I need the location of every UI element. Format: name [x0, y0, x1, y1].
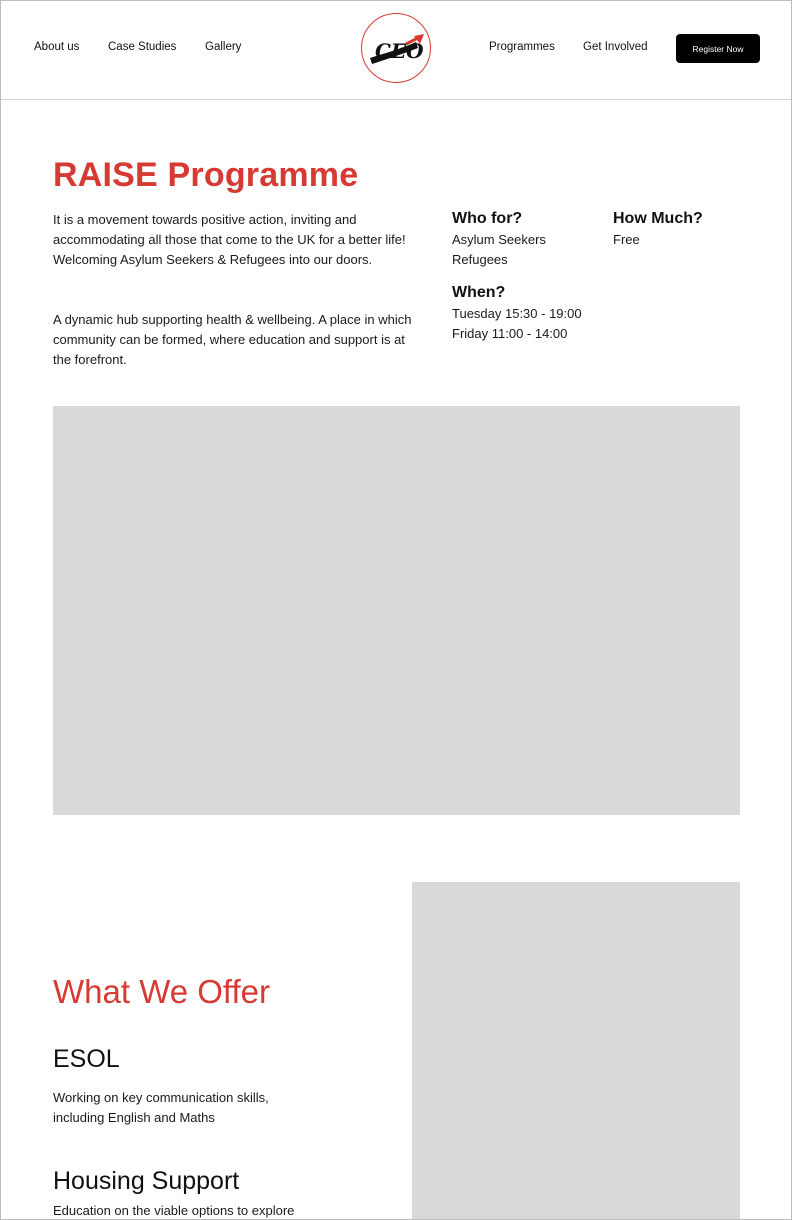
when-heading: When?: [452, 284, 506, 301]
nav-link-about-us[interactable]: About us: [34, 41, 80, 53]
nav-link-case-studies[interactable]: Case Studies: [108, 41, 177, 53]
register-now-button[interactable]: Register Now: [676, 34, 760, 63]
who-for-value-1: Asylum Seekers: [452, 232, 546, 247]
when-value-2: Friday 11:00 - 14:00: [452, 326, 568, 341]
ceo-logo-mark: [362, 14, 430, 82]
ceo-logo[interactable]: [361, 13, 431, 83]
how-much-value: Free: [613, 232, 640, 247]
intro-paragraph-2: A dynamic hub supporting health & wellbeing. A place in which community can be formed, where education and support is at the forefront.: [53, 312, 412, 367]
logo-text: CEO: [375, 39, 424, 63]
offer-heading-esol: ESOL: [53, 1045, 120, 1073]
nav-link-gallery[interactable]: Gallery: [205, 41, 242, 53]
hero-image-placeholder: [53, 406, 740, 815]
offer-heading-housing-support: Housing Support: [53, 1167, 240, 1195]
site-header: [1, 1, 791, 100]
what-we-offer-title: What We Offer: [53, 973, 271, 1010]
when-value-1: Tuesday 15:30 - 19:00: [452, 306, 582, 321]
page-title: RAISE Programme: [53, 156, 359, 194]
offer-desc-esol: Working on key communication skills, including English and Maths: [53, 1090, 269, 1125]
nav-link-programmes[interactable]: Programmes: [489, 41, 555, 53]
intro-paragraph-1: It is a movement towards positive action, inviting and accommodating all those that come to the UK for a better life! Welcoming Asylum Seekers & Refugees into our doors.: [53, 212, 406, 267]
offer-image-placeholder: [412, 882, 740, 1220]
who-for-value-2: Refugees: [452, 252, 508, 267]
who-for-heading: Who for?: [452, 210, 523, 227]
nav-link-get-involved[interactable]: Get Involved: [583, 41, 648, 53]
how-much-heading: How Much?: [613, 210, 703, 227]
offer-desc-housing-support: Education on the viable options to explore: [53, 1203, 295, 1218]
